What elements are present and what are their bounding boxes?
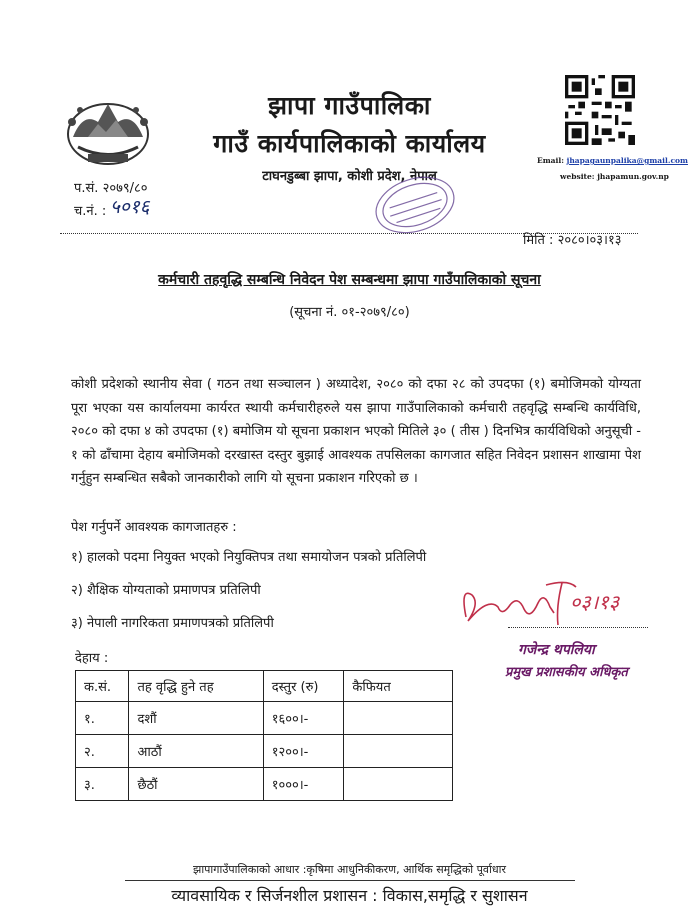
office-address: टाघनडुब्बा झापा, कोशी प्रदेश, नेपाल (262, 169, 437, 184)
org-name: झापा गाउँपालिका (268, 91, 431, 120)
footer-motto: झापागाउँपालिकाको आधार :कृषिमा आधुनिकीकरण, आर्थिक समृद्धिको पूर्वाधार (193, 863, 506, 876)
signature-line (508, 627, 648, 628)
reference-cn-value: ५०१६ (110, 196, 150, 218)
signatory-name: गजेन्द्र थपलिया (518, 642, 595, 658)
column-header: क.सं. (76, 671, 129, 702)
table-cell: १०००।- (263, 768, 344, 801)
header-divider (60, 233, 638, 234)
table-cell (344, 702, 453, 735)
table-cell (344, 735, 453, 768)
column-header: दस्तुर (रु) (263, 671, 344, 702)
email-label: Email: (537, 156, 564, 165)
notice-number: (सूचना नं. ०१-२०७९/८०) (289, 305, 410, 320)
table-cell: ३. (76, 768, 129, 801)
table-header-row (76, 671, 453, 702)
qr-code-icon (565, 75, 635, 145)
table-row (76, 702, 453, 735)
document-item: १) हालको पदमा नियुक्त भएको नियुक्तिपत्र तथा समायोजन पत्रको प्रतिलिपी (71, 550, 427, 565)
signatory-title: प्रमुख प्रशासकीय अधिकृत (505, 665, 628, 680)
reference-cn-label: च.नं. : (74, 204, 107, 219)
signature-date: ०३।१३ (570, 590, 620, 614)
table-row (76, 768, 453, 801)
email-line (537, 156, 688, 165)
office-stamp-icon (370, 170, 460, 240)
table-cell: २. (76, 735, 129, 768)
table-cell: दशौं (129, 702, 263, 735)
email-link[interactable]: jhapagaunpalika@gmail.com (566, 156, 688, 165)
schedule-label: देहाय : (75, 651, 109, 666)
table-cell: १. (76, 702, 129, 735)
footer-divider (125, 880, 575, 881)
table-cell (344, 768, 453, 801)
document-item: ३) नेपाली नागरिकता प्रमाणपत्रको प्रतिलिपी (71, 616, 274, 631)
column-header: कैफियत (344, 671, 453, 702)
handwritten-signature-icon (458, 577, 628, 637)
column-header: तह वृद्धि हुने तह (129, 671, 263, 702)
table-cell: १२००।- (263, 735, 344, 768)
issue-date: मिति : २०८०।०३।१३ (523, 233, 622, 248)
website-label: website: (560, 172, 595, 181)
document-item: २) शैक्षिक योग्यताको प्रमाणपत्र प्रतिलिपी (71, 583, 261, 598)
website-link[interactable]: jhapamun.gov.np (597, 172, 669, 181)
table-cell: आठौं (129, 735, 263, 768)
reference-ps: प.सं. २०७९/८० (74, 181, 148, 196)
table-cell: १६००।- (263, 702, 344, 735)
office-name: गाउँ कार्यपालिकाको कार्यालय (213, 129, 486, 158)
footer-slogan: व्यावसायिक र सिर्जनशील प्रशासन : विकास,समृद्धि र सुशासन (171, 886, 528, 905)
website-line (560, 172, 669, 181)
table-cell: छैठौं (129, 768, 263, 801)
documents-heading: पेश गर्नुपर्ने आवश्यक कागजातहरु : (71, 520, 237, 535)
table-row (76, 735, 453, 768)
notice-body: कोशी प्रदेशको स्थानीय सेवा ( गठन तथा सञ्चालन ) अध्यादेश, २०८० को दफा २८ को उपदफा (१) बमोजिमको योग्यता पूरा भएका यस कार्यालयमा कार्यरत स्थायी कर्मचारीहरुले यस झापा गाउँपालिकाको कर्मचारी तहवृद्धि सम्बन्धि कार्यविधि, २०८० को दफा ४ को उपदफा (१) बमोजिम यो सूचना प्रकाशन भएको मितिले ३० ( तीस ) दिनभित्र कार्यविधिको अनुसूची - १ को ढाँचामा देहाय बमोजिमको दरखास्त दस्तुर बुझाई आवश्यक तपसिलका कागजात सहित निवेदन प्रशासन शाखामा पेश गर्नुहुन सम्बन्धित सबैको जानकारीको लागि यो सूचना प्रकाशन गरिएको छ । (71, 377, 641, 486)
fee-table (75, 670, 453, 801)
notice-subject: कर्मचारी तहवृद्धि सम्बन्धि निवेदन पेश सम्बन्धमा झापा गाउँपालिकाको सूचना (158, 272, 541, 288)
